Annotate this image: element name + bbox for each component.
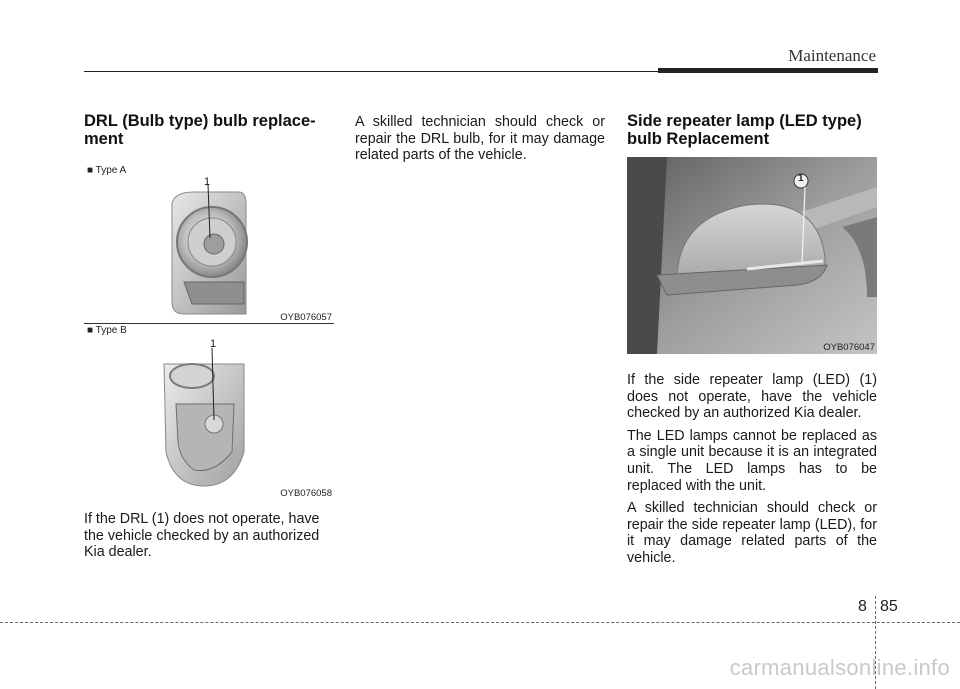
repeater-body-2: The LED lamps cannot be replaced as a single unit because it is an integrated unit. The LED lamps has to be replaced with the unit. bbox=[627, 427, 877, 494]
repeater-title: Side repeater lamp (LED type) bulb Replacement bbox=[627, 112, 862, 148]
figure-repeater bbox=[627, 157, 877, 354]
footer-rule bbox=[0, 622, 960, 623]
figure-type-a bbox=[84, 164, 334, 324]
type-a-callout: 1 bbox=[204, 176, 211, 188]
drl-warning: A skilled technician should check or repair the DRL bulb, for it may damage related parts of the vehicle. bbox=[355, 114, 605, 164]
type-b-label: ■ Type B bbox=[87, 325, 127, 336]
page-number: 85 bbox=[880, 598, 898, 615]
drl-type-a-illustration bbox=[84, 164, 334, 324]
side-mirror-illustration bbox=[627, 157, 877, 354]
type-b-code: OYB076058 bbox=[280, 488, 332, 499]
section-title: Maintenance bbox=[788, 46, 876, 65]
repeater-callout: 1 bbox=[798, 173, 804, 184]
left-column bbox=[84, 112, 334, 567]
repeater-body-3: A skilled technician should check or repair the side repeater lamp (LED), for it may damage related parts of the vehicle. bbox=[627, 500, 877, 566]
type-a-label: ■ Type A bbox=[87, 165, 127, 176]
drl-body: If the DRL (1) does not operate, have the vehicle checked by an authorized Kia dealer. bbox=[84, 511, 320, 561]
middle-column bbox=[355, 114, 605, 170]
header-rule-accent bbox=[658, 68, 878, 73]
chapter-number: 8 bbox=[858, 598, 867, 615]
watermark: carmanualsonline.info bbox=[729, 655, 950, 680]
drl-title: DRL (Bulb type) bulb replace- ment bbox=[84, 112, 316, 148]
repeater-body-1: If the side repeater lamp (LED) (1) does not operate, have the vehicle checked by an authorized Kia dealer. bbox=[627, 372, 877, 422]
header-rule bbox=[84, 71, 664, 72]
drl-type-b-illustration bbox=[84, 324, 334, 500]
type-b-callout: 1 bbox=[210, 338, 217, 350]
right-column bbox=[627, 112, 877, 573]
repeater-code: OYB076047 bbox=[823, 342, 875, 353]
type-a-code: OYB076057 bbox=[280, 312, 332, 323]
figure-type-b bbox=[84, 324, 334, 500]
